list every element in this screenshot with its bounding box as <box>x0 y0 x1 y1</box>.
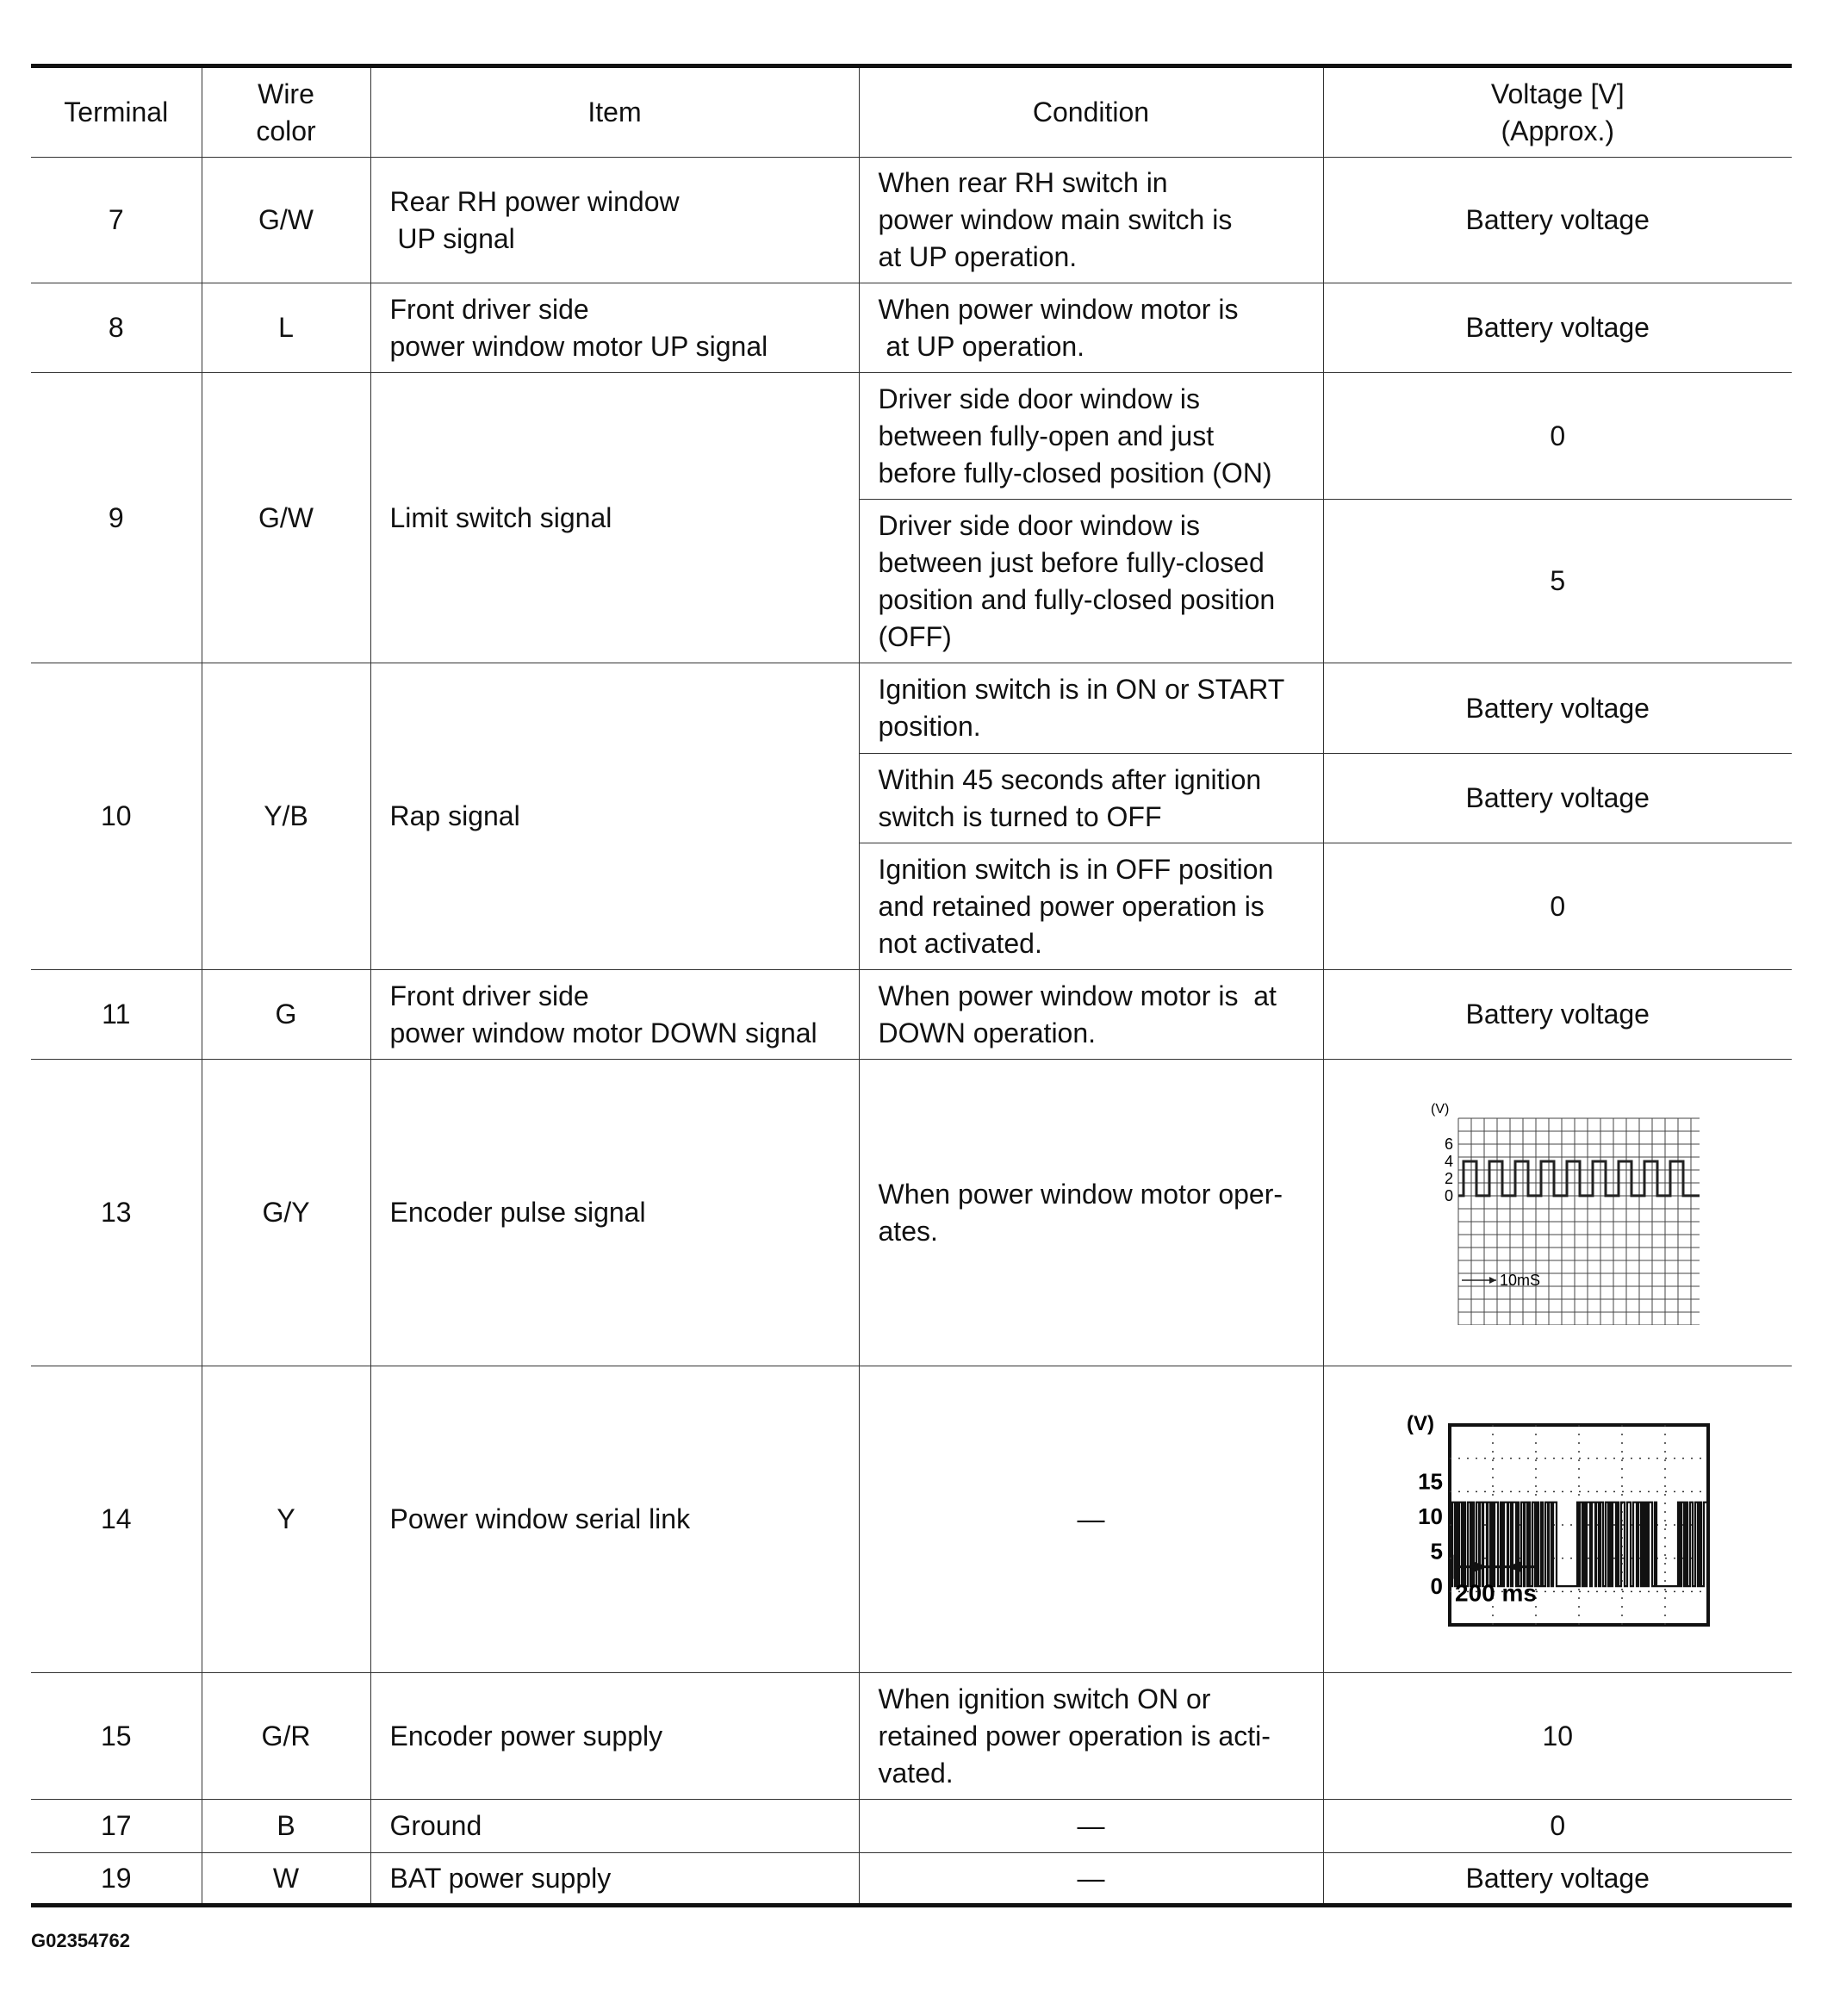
text-line: When rear RH switch in <box>878 167 1168 198</box>
text-line: power window motor UP signal <box>389 330 768 362</box>
voltage-value: 10 <box>1323 1673 1792 1800</box>
serial-link-waveform <box>1398 1408 1717 1632</box>
terminal-number: 8 <box>31 283 202 373</box>
condition-text <box>859 970 1323 1060</box>
table-row <box>31 373 1792 500</box>
item-description <box>370 1853 859 1906</box>
terminal-number: 9 <box>31 373 202 663</box>
wire-color: Y/B <box>202 663 370 970</box>
header-wire-color <box>202 66 370 158</box>
reference-code: G02354762 <box>31 1930 130 1951</box>
table-row <box>31 158 1792 283</box>
item-description <box>370 1673 859 1800</box>
item-description <box>370 283 859 373</box>
text-line: When power window motor oper- <box>878 1178 1283 1210</box>
terminal-spec-document <box>31 64 1792 1907</box>
table-row <box>31 663 1792 754</box>
y-tick-label: 0 <box>1430 1572 1444 1599</box>
item-description <box>370 1366 859 1673</box>
text-line: and retained power operation is <box>878 890 1265 922</box>
text-line: Encoder pulse signal <box>389 1197 646 1228</box>
table-row <box>31 970 1792 1060</box>
header-terminal: Terminal <box>31 66 202 158</box>
text-line: power window main switch is <box>878 204 1233 235</box>
text-line: not activated. <box>878 927 1042 959</box>
text-line: switch is turned to OFF <box>878 800 1162 832</box>
terminal-number: 19 <box>31 1853 202 1906</box>
text-line: When power window motor is <box>878 293 1239 325</box>
text-line: (OFF) <box>878 620 952 652</box>
text-line: between fully-open and just <box>878 420 1215 451</box>
table-row <box>31 1060 1792 1366</box>
item-description <box>370 1800 859 1853</box>
wire-color: Y <box>202 1366 370 1673</box>
text-line: Ignition switch is in ON or START <box>878 674 1285 705</box>
header-item: Item <box>370 66 859 158</box>
voltage-value: Battery voltage <box>1323 754 1792 843</box>
text-line: at UP operation. <box>878 241 1078 272</box>
condition-text <box>859 373 1323 500</box>
y-tick-label: 4 <box>1445 1152 1454 1170</box>
text-line: Front driver side <box>389 980 589 1011</box>
text-line: Power window serial link <box>389 1503 691 1534</box>
voltage-value: Battery voltage <box>1323 283 1792 373</box>
terminal-number: 11 <box>31 970 202 1060</box>
item-description <box>370 158 859 283</box>
text-line: Front driver side <box>389 293 589 325</box>
voltage-value: 0 <box>1323 843 1792 970</box>
text-line: Rap signal <box>389 800 520 831</box>
voltage-value: Battery voltage <box>1323 663 1792 754</box>
table-row <box>31 1673 1792 1800</box>
text-line: Driver side door window is <box>878 383 1200 414</box>
time-scale-label: 200 ms <box>1455 1579 1538 1607</box>
condition-text <box>859 1800 1323 1853</box>
voltage-waveform <box>1323 1060 1792 1366</box>
header-voltage <box>1323 66 1792 158</box>
terminal-voltage-table <box>31 64 1792 1907</box>
text-line: power window motor DOWN signal <box>389 1017 817 1048</box>
condition-text <box>859 1366 1323 1673</box>
text-line: Limit switch signal <box>389 501 612 533</box>
text-line: vated. <box>878 1757 954 1789</box>
table-row <box>31 283 1792 373</box>
encoder-pulse-trace <box>1458 1160 1700 1195</box>
terminal-number: 13 <box>31 1060 202 1366</box>
condition-text <box>859 158 1323 283</box>
voltage-value: 5 <box>1323 500 1792 663</box>
wire-color: W <box>202 1853 370 1906</box>
wire-color: L <box>202 283 370 373</box>
condition-text <box>859 1060 1323 1366</box>
terminal-number: 7 <box>31 158 202 283</box>
terminal-number: 10 <box>31 663 202 970</box>
terminal-number: 15 <box>31 1673 202 1800</box>
table-row <box>31 1853 1792 1906</box>
text-line: Wire <box>258 78 314 109</box>
text-line: before fully-closed position (ON) <box>878 457 1272 488</box>
condition-text <box>859 500 1323 663</box>
voltage-unit-label: (V) <box>1407 1411 1435 1435</box>
y-tick-label: 0 <box>1445 1186 1454 1204</box>
item-description <box>370 663 859 970</box>
text-line: — <box>1077 1503 1105 1534</box>
scope-grid <box>1458 1118 1700 1325</box>
y-tick-label: 15 <box>1418 1467 1444 1494</box>
text-line: Encoder power supply <box>389 1720 663 1752</box>
wire-color: G/Y <box>202 1060 370 1366</box>
y-tick-label: 10 <box>1418 1503 1444 1529</box>
y-tick-label: 2 <box>1445 1169 1454 1187</box>
voltage-unit-label: (V) <box>1431 1101 1450 1117</box>
y-tick-label: 6 <box>1445 1135 1454 1153</box>
text-line: position and fully-closed position <box>878 583 1276 615</box>
text-line: UP signal <box>389 222 515 254</box>
wire-color: G <box>202 970 370 1060</box>
condition-text <box>859 283 1323 373</box>
text-line: BAT power supply <box>389 1862 612 1894</box>
header-condition: Condition <box>859 66 1323 158</box>
text-line: Within 45 seconds after ignition <box>878 763 1262 795</box>
voltage-value: Battery voltage <box>1323 158 1792 283</box>
wire-color: G/W <box>202 373 370 663</box>
table-row <box>31 1366 1792 1673</box>
voltage-value: 0 <box>1323 1800 1792 1853</box>
voltage-value: Battery voltage <box>1323 970 1792 1060</box>
condition-text <box>859 663 1323 754</box>
text-line: Driver side door window is <box>878 509 1200 541</box>
wire-color: G/R <box>202 1673 370 1800</box>
table-row <box>31 1800 1792 1853</box>
wire-color: B <box>202 1800 370 1853</box>
text-line: — <box>1077 1862 1105 1894</box>
text-line: Ground <box>389 1810 482 1841</box>
text-line: ates. <box>878 1215 938 1247</box>
text-line: DOWN operation. <box>878 1017 1097 1048</box>
text-line: — <box>1077 1810 1105 1841</box>
text-line: color <box>256 115 316 146</box>
terminal-number: 14 <box>31 1366 202 1673</box>
voltage-waveform <box>1323 1366 1792 1673</box>
text-line: retained power operation is acti- <box>878 1720 1271 1752</box>
header-row <box>31 66 1792 158</box>
item-description <box>370 1060 859 1366</box>
text-line: When power window motor is at <box>878 980 1277 1011</box>
arrow-head <box>1489 1277 1496 1284</box>
text-line: When ignition switch ON or <box>878 1683 1211 1714</box>
text-line: position. <box>878 711 981 742</box>
terminal-number: 17 <box>31 1800 202 1853</box>
text-line: Voltage [V] <box>1490 78 1625 109</box>
text-line: at UP operation. <box>878 330 1085 362</box>
voltage-value: Battery voltage <box>1323 1853 1792 1906</box>
item-description <box>370 970 859 1060</box>
time-scale-label: 10mS <box>1500 1271 1541 1289</box>
item-description <box>370 373 859 663</box>
text-line: Ignition switch is in OFF position <box>878 853 1274 885</box>
wire-color: G/W <box>202 158 370 283</box>
voltage-value: 0 <box>1323 373 1792 500</box>
condition-text <box>859 1853 1323 1906</box>
text-line: Rear RH power window <box>389 185 680 217</box>
condition-text <box>859 843 1323 970</box>
text-line: between just before fully-closed <box>878 546 1265 578</box>
text-line: (Approx.) <box>1501 115 1615 146</box>
y-tick-label: 5 <box>1430 1538 1444 1565</box>
condition-text <box>859 754 1323 843</box>
encoder-pulse-waveform <box>1415 1101 1700 1325</box>
condition-text <box>859 1673 1323 1800</box>
